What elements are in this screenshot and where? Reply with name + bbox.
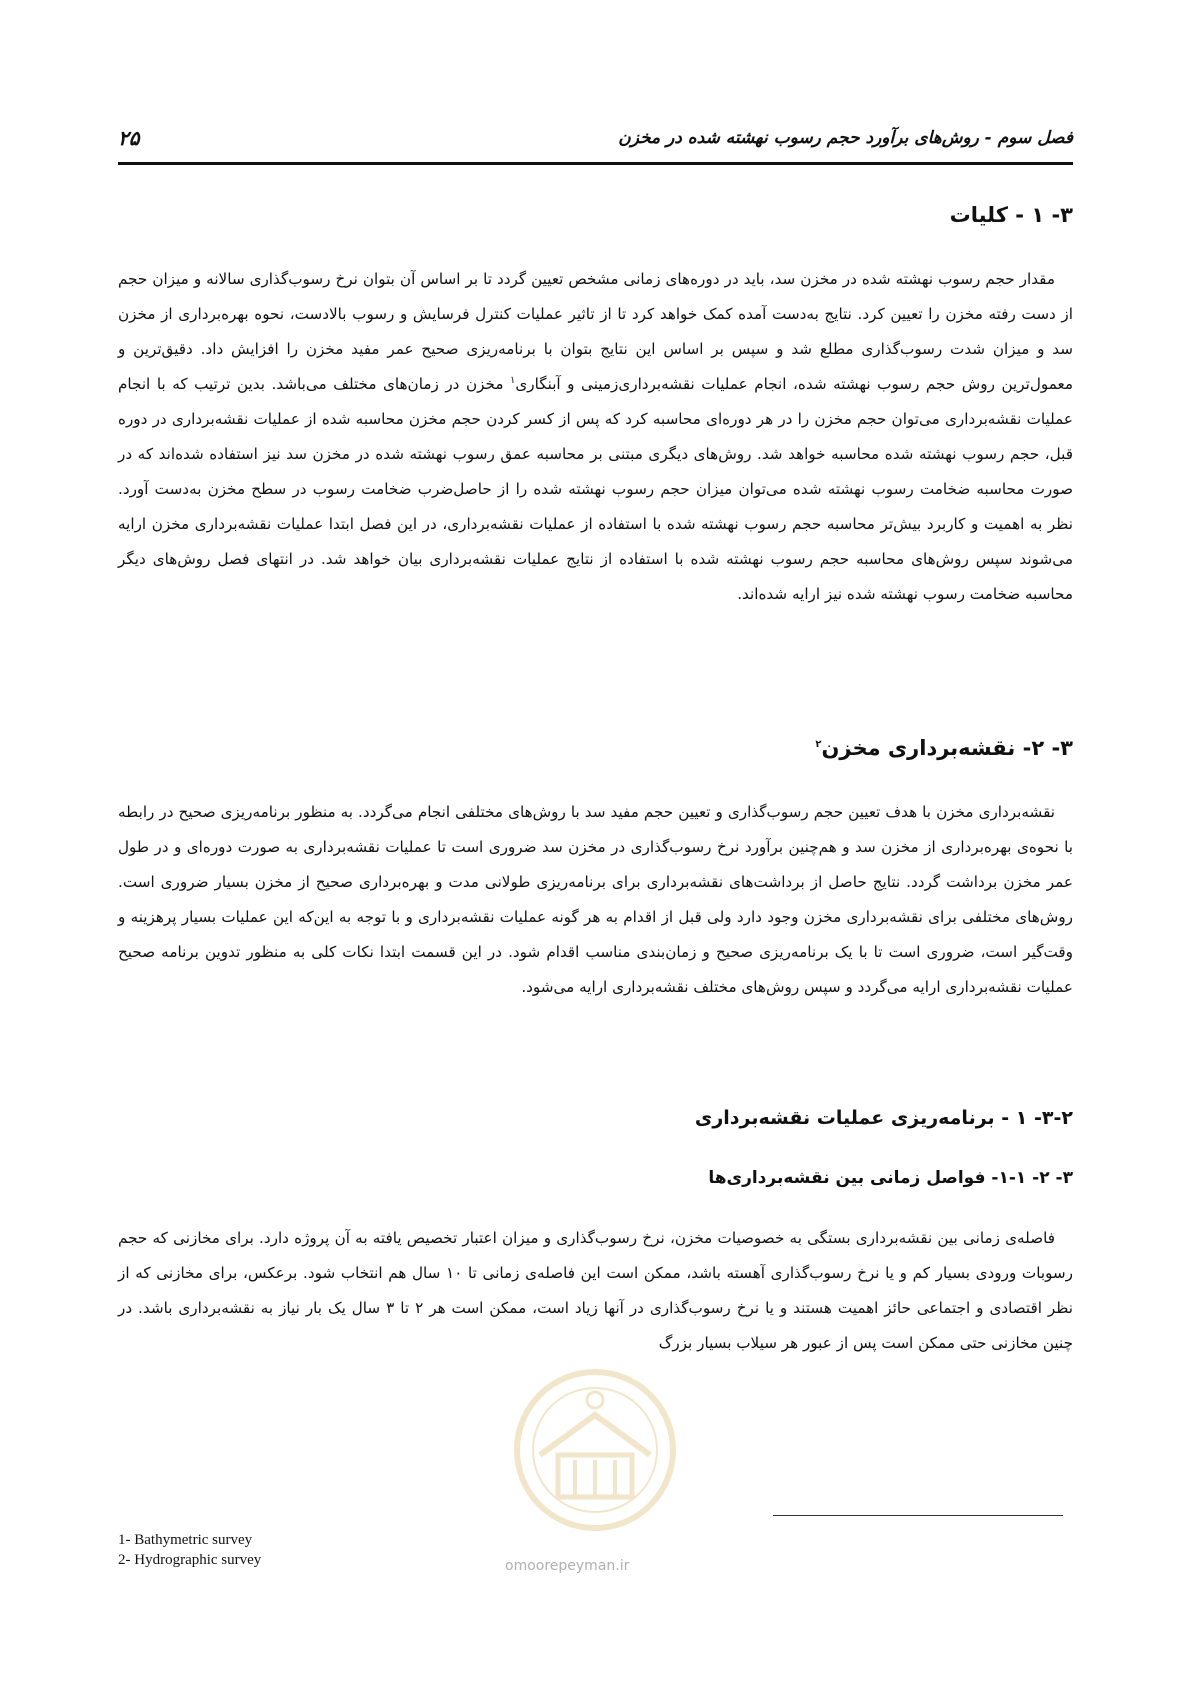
section-3-2-1-1-paragraph — [118, 1221, 1073, 1361]
section-heading-3-2-1-1: ۳- ۲- ۱-۱- فواصل زمانی بین نقشه‌برداری‌ها — [708, 1168, 1073, 1188]
footnotes — [118, 1530, 261, 1570]
header-rule — [118, 162, 1073, 165]
section-heading-3-1: ۳- ۱ - کلیات — [949, 203, 1073, 227]
chapter-title: فصل سوم - روش‌های برآورد حجم رسوب نهشته شده در مخزن — [618, 128, 1073, 148]
watermark-url: omoorepeyman.ir — [505, 1558, 630, 1574]
section-3-2-paragraph — [118, 795, 1073, 1005]
section-heading-3-2-text: ۳- ۲- نقشه‌برداری مخزن — [821, 736, 1073, 760]
footnote-ref-1: ۱ — [510, 374, 516, 386]
footnote-ref-2: ۲ — [815, 739, 822, 750]
seal-logo-icon — [500, 1360, 690, 1540]
section-3-1-text: مقدار حجم رسوب نهشته شده در مخزن سد، باید در دوره‌های زمانی مشخص تعیین گردد تا بر اساس آن بتوان نرخ رسوب‌گذاری سالانه و میزان حجم از دست رفته مخزن را تعیین کرد. نتایج به‌دست آمده کمک خواهد کرد تا از تاثیر عملیات کنترل فرسایش و رسوب بالادست، نحوه بهره‌برداری از مخزن سد و میزان شدت رسوب‌گذاری مطلع شد و سپس بر اساس این نتایج بتوان با برنامه‌ریزی صحیح عمر مفید مخزن را افزایش داد. دقیق‌ترین و معمول‌ترین روش حجم رسوب نهشته شده، انجام عملیات نقشه‌برداری‌زمینی و آبنگاری — [118, 270, 1074, 393]
section-3-2-1-1-text: فاصله‌ی زمانی بین نقشه‌برداری بستگی به خصوصیات مخزن، نرخ رسوب‌گذاری و میزان اعتبار تخصیص یافته به آن پروژه دارد. برای مخازنی که حجم رسوبات ورودی بسیار کم و یا نرخ رسوب‌گذاری آهسته باشد، ممکن است این فاصله‌ی زمانی تا ۱۰ سال هم انتخاب شود. برعکس، برای مخازنی که از نظر اقتصادی و اجتماعی حائز اهمیت هستند و یا نرخ رسوب‌گذاری در آنها زیاد است، ممکن است هر ۲ تا ۳ سال یک بار نیاز به نقشه‌برداری باشد. در چنین مخازنی حتی ممکن است پس از عبور هر سیلاب بسیار بزرگ — [118, 1229, 1073, 1352]
footnote-rule — [773, 1515, 1063, 1516]
section-3-2-text: نقشه‌برداری مخزن با هدف تعیین حجم رسوب‌گذاری و تعیین حجم مفید سد با روش‌های مختلفی انجام می‌گردد. به منظور برنامه‌ریزی صحیح در رابطه با نحوه‌ی بهره‌برداری از مخزن سد و هم‌چنین برآورد نرخ رسوب‌گذاری در مخزن سد ضروری است تا عملیات نقشه‌برداری به صورت دوره‌ای و در طول عمر مخزن برداشت گردد. نتایج حاصل از برداشت‌های نقشه‌برداری برای برنامه‌ریزی طولانی مدت و بهره‌برداری صحیح از مخزن بسیار ضروری است. روش‌های مختلفی برای نقشه‌برداری مخزن وجود دارد ولی قبل از اقدام به هر گونه عملیات نقشه‌برداری و با توجه به این‌که این عملیات بسیار پرهزینه و وقت‌گیر است، ضروری است تا با یک برنامه‌ریزی صحیح و زمان‌بندی مناسب اقدام شود. در این قسمت ابتدا نکات کلی به منظور تدوین برنامه صحیح عملیات نقشه‌برداری ارایه می‌گردد و سپس روش‌های مختلف نقشه‌برداری ارایه می‌شود. — [118, 803, 1073, 996]
page-number: ۲۵ — [118, 126, 140, 150]
footnote-2: 2- Hydrographic survey — [118, 1552, 262, 1568]
section-3-1-text-continued: مخزن در زمان‌های مختلف می‌باشد. بدین ترتیب که با انجام عملیات نقشه‌برداری می‌توان حجم مخزن را در هر دوره‌ای محاسبه کرد که پس از کسر کردن حجم مخزن محاسبه شده از عملیات نقشه‌برداری در دوره قبل، حجم رسوب نهشته شده محاسبه خواهد شد. روش‌های دیگری مبتنی بر محاسبه عمق رسوب نهشته شده در مخزن سد نیز استفاده شده‌اند که در صورت محاسبه ضخامت رسوب نهشته شده می‌توان میزان حجم رسوب نهشته شده را از حاصل‌ضرب ضخامت رسوب در سطح مخزن به‌دست آورد. نظر به اهمیت و کاربرد بیش‌تر محاسبه حجم رسوب نهشته شده با استفاده از عملیات نقشه‌برداری، در این فصل ابتدا عملیات نقشه‌برداری مخزن ارایه می‌شوند سپس روش‌های محاسبه حجم رسوب نهشته شده با استفاده از نتایج عملیات نقشه‌برداری بیان خواهد شد. در انتهای فصل روش‌های دیگر محاسبه ضخامت رسوب نهشته شده نیز ارایه شده‌اند. — [118, 375, 1073, 603]
section-3-1-paragraph — [118, 262, 1073, 612]
footnote-1: 1- Bathymetric survey — [118, 1532, 253, 1548]
section-heading-3-2-1: ۳-۲- ۱ - برنامه‌ریزی عملیات نقشه‌برداری — [694, 1107, 1073, 1129]
section-heading-3-2 — [815, 736, 1073, 760]
